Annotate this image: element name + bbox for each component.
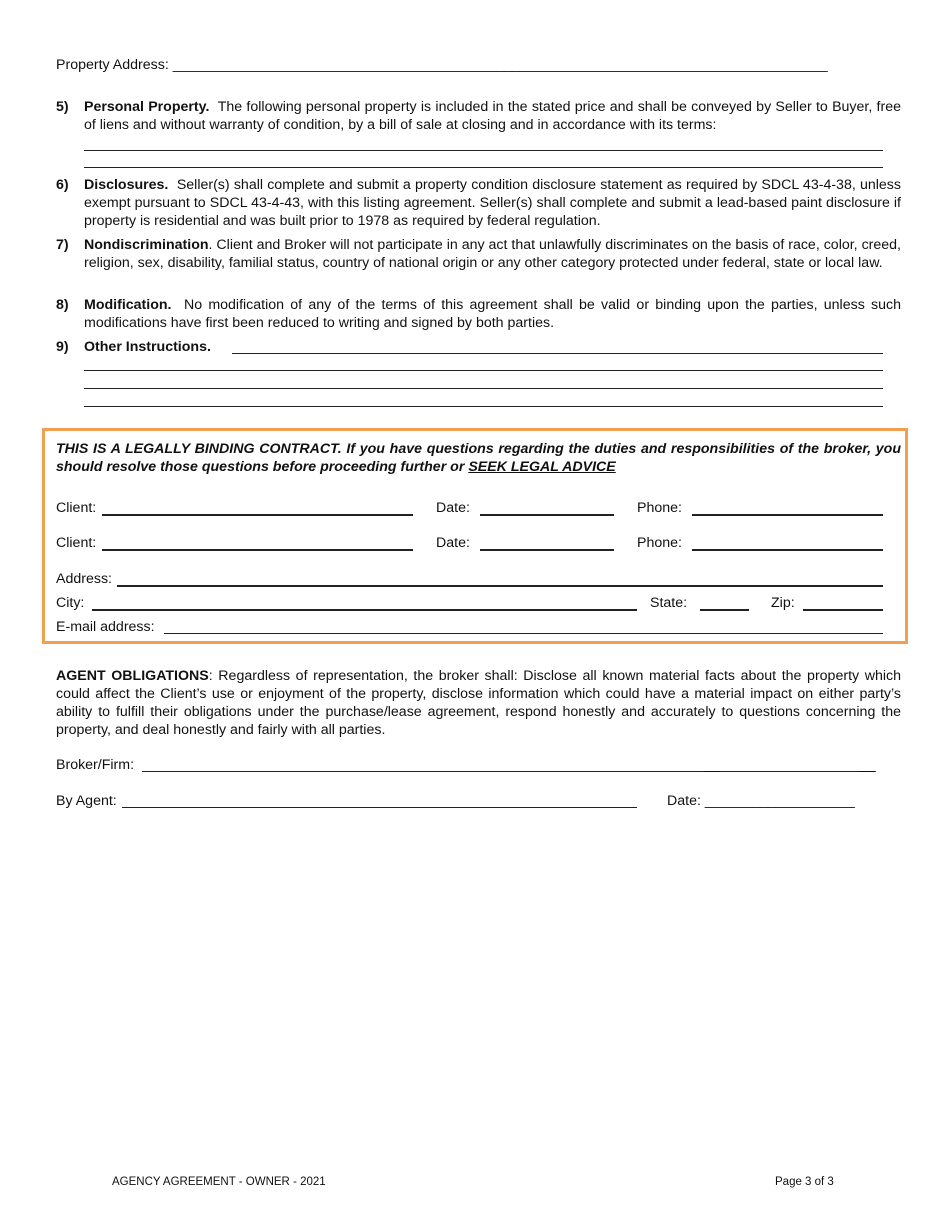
city-field[interactable] [92, 609, 637, 611]
footer-page-number: Page 3 of 3 [775, 1176, 834, 1188]
section-7-title: Nondiscrimination [84, 237, 209, 253]
state-field[interactable] [700, 609, 749, 611]
section-5-title: Personal Property. [84, 99, 210, 115]
broker-firm-field[interactable] [142, 771, 875, 772]
date-1-label: Date: [436, 500, 470, 516]
property-address-field[interactable]: ___________________________________________________________________________________ [172, 57, 828, 73]
city-label: City: [56, 595, 85, 611]
other-instructions-line-4[interactable] [84, 406, 883, 407]
section-7-number: 7) [56, 237, 69, 253]
client-1-field[interactable] [102, 514, 413, 516]
phone-2-field[interactable] [692, 549, 883, 551]
section-6-title: Disclosures. [84, 177, 169, 193]
state-label: State: [650, 595, 688, 611]
personal-property-line-2[interactable] [84, 167, 883, 168]
zip-label: Zip: [771, 595, 795, 611]
other-instructions-line-3[interactable] [84, 388, 883, 389]
broker-tail-2: __ [860, 757, 876, 773]
legal-warning-text: THIS IS A LEGALLY BINDING CONTRACT. If you have questions regarding the duties and responsibilities of the broker, you should resolve those questions before proceeding further or [56, 441, 901, 475]
agent-obligations [56, 667, 901, 739]
section-7-nondiscrimination [84, 236, 901, 272]
other-instructions-line-1[interactable] [232, 353, 883, 354]
by-agent-field[interactable] [122, 807, 637, 808]
date-1-field[interactable] [480, 514, 614, 516]
phone-1-field[interactable] [692, 514, 883, 516]
section-8-number: 8) [56, 297, 69, 313]
footer-form-title: AGENCY AGREEMENT - OWNER - 2021 [112, 1176, 326, 1188]
section-7-text: . Client and Broker will not participate in any act that unlawfully discriminates on the basis of race, color, creed, religion, sex, disability, familial status, country of national origin or any other category protected under federal, state or local law. [84, 237, 901, 271]
broker-tail-1: __ [704, 757, 720, 773]
phone-2-label: Phone: [637, 535, 682, 551]
client-2-label: Client: [56, 535, 97, 551]
agent-date-row [667, 792, 855, 810]
section-8-text: No modification of any of the terms of this agreement shall be valid or binding upon the parties, unless such modifications have first been reduced to writing and signed by both parties. [84, 297, 901, 331]
legal-warning [56, 440, 901, 476]
email-label: E-mail address: [56, 619, 155, 635]
agent-obligations-title: AGENT OBLIGATIONS [56, 668, 209, 684]
by-agent-label: By Agent: [56, 793, 117, 809]
agent-date-label: Date: [667, 793, 701, 809]
other-instructions-line-2[interactable] [84, 370, 883, 371]
agent-date-field[interactable]: ___________________ [704, 793, 855, 809]
section-5-text: The following personal property is included in the stated price and shall be conveyed by Seller to Buyer, free of liens and without warranty of condition, by a bill of sale at closing and in accordance with its terms: [84, 99, 901, 133]
client-2-field[interactable] [102, 549, 413, 551]
property-address-row [56, 56, 828, 74]
section-6-number: 6) [56, 177, 69, 193]
agent-obligations-text: : Regardless of representation, the broker shall: Disclose all known material facts about the property which could affect the Client’s use or enjoyment of the property, disclose information which could have a material impact on either party’s ability to fulfill their obligations under the purchase/lease agreement, respond honestly and accurately to questions concerning the property, and deal honestly and fairly with all parties. [56, 668, 901, 738]
section-9-number: 9) [56, 339, 69, 355]
date-2-field[interactable] [480, 549, 614, 551]
section-8-modification [84, 296, 901, 332]
section-5-personal-property [84, 98, 901, 134]
client-1-label: Client: [56, 500, 97, 516]
section-5-number: 5) [56, 99, 69, 115]
personal-property-line-1[interactable] [84, 150, 883, 151]
section-8-title: Modification. [84, 297, 172, 313]
zip-field[interactable] [803, 609, 883, 611]
seek-legal-advice: SEEK LEGAL ADVICE [468, 459, 616, 475]
broker-firm-label: Broker/Firm: [56, 757, 135, 773]
section-9-title: Other Instructions. [84, 339, 211, 355]
property-address-label: Property Address: [56, 57, 169, 73]
section-6-text: Seller(s) shall complete and submit a property condition disclosure statement as required by SDCL 43-4-38, unless exempt pursuant to SDCL 43-4-43, with this listing agreement. Seller(s) shall complete and submit a lead-based paint disclosure if property is residential and was built prior to 1978 as required by federal regulation. [84, 177, 901, 229]
phone-1-label: Phone: [637, 500, 682, 516]
address-label: Address: [56, 571, 112, 587]
date-2-label: Date: [436, 535, 470, 551]
section-6-disclosures [84, 176, 901, 230]
email-field[interactable] [164, 633, 883, 634]
address-field[interactable] [117, 585, 883, 587]
